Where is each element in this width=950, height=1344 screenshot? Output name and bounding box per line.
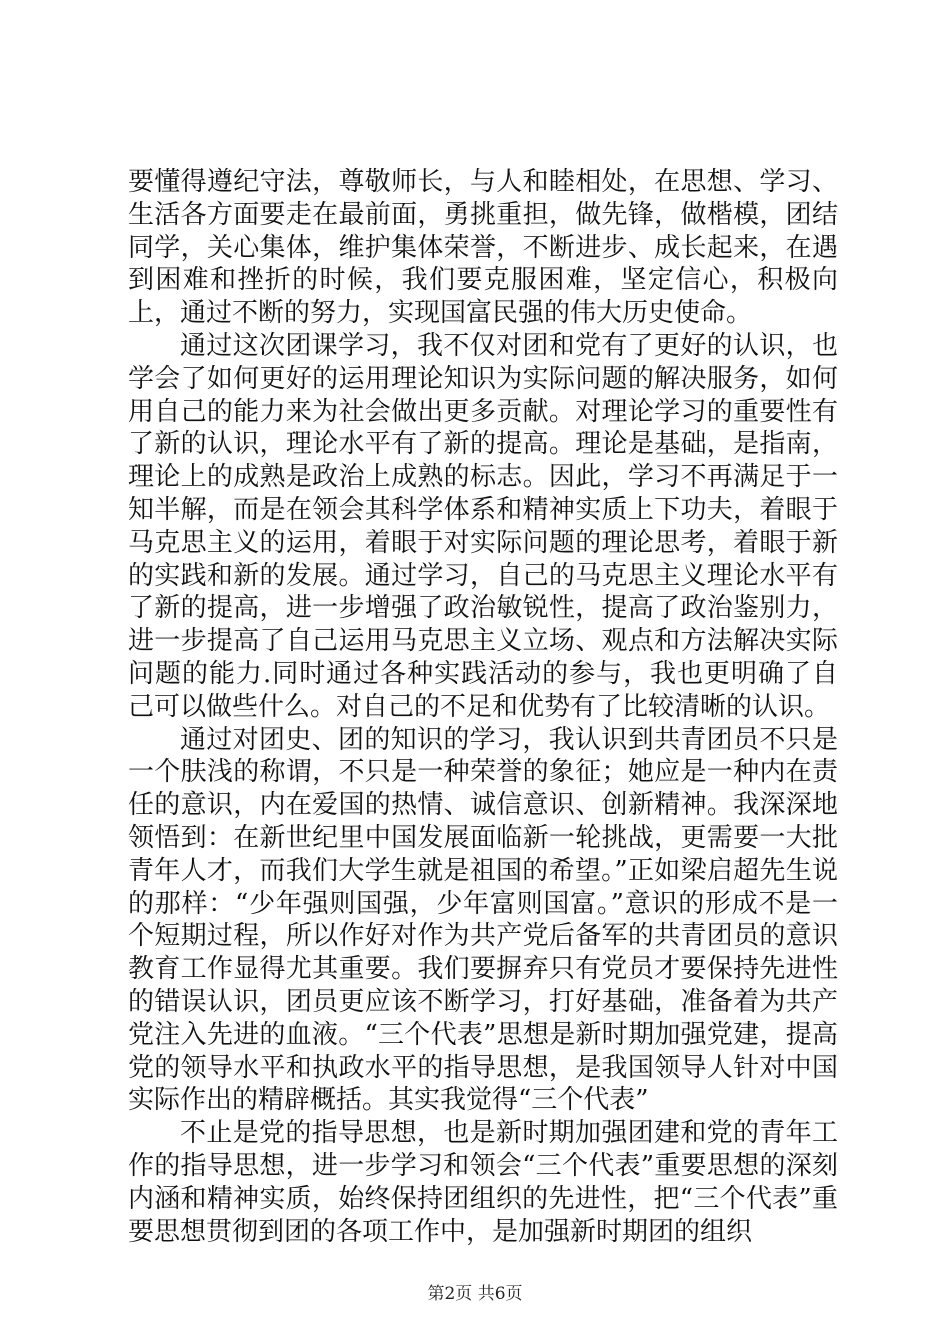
page-number-footer: 第2页 共6页 [427,1284,523,1304]
paragraph-4: 不止是党的指导思想，也是新时期加强团建和党的青年工作的指导思想，进一步学习和领会“三个代表”重要思想的深刻内涵和精神实质，始终保持团组织的先进性，把“三个代表”重要思想贯彻到团的各项工作中，是加强新时期团的组织 [128,1118,838,1247]
paragraph-1: 要懂得遵纪守法，尊敬师长，与人和睦相处，在思想、学习、生活各方面要走在最前面，勇挑重担，做先锋，做楷模，团结同学，关心集体，维护集体荣誉，不断进步、成长起来，在遇到困难和挫折的时候，我们要克服困难，坚定信心，积极向上，通过不断的努力，实现国富民强的伟大历史使命。 [128,167,838,329]
paragraph-3: 通过对团史、团的知识的学习，我认识到共青团员不只是一个肤浅的称谓，不只是一种荣誉的象征；她应是一种内在责任的意识，内在爱国的热情、诚信意识、创新精神。我深深地领悟到：在新世纪里中国发展面临新一轮挑战，更需要一大批青年人才，而我们大学生就是祖国的希望。”正如梁启超先生说的那样：“少年强则国强，少年富则国富。”意识的形成不是一个短期过程，所以作好对作为共产党后备军的共青团员的意识教育工作显得尤其重要。我们要摒弃只有党员才要保持先进性的错误认识，团员更应该不断学习，打好基础，准备着为共产党注入先进的血液。“三个代表”思想是新时期加强党建，提高党的领导水平和执政水平的指导思想，是我国领导人针对中国实际作出的精辟概括。其实我觉得“三个代表” [128,724,838,1116]
document-body [128,166,838,1248]
paragraph-2: 通过这次团课学习，我不仅对团和党有了更好的认识，也学会了如何更好的运用理论知识为实际问题的解决服务，如何用自己的能力来为社会做出更多贡献。对理论学习的重要性有了新的认识，理论水平有了新的提高。理论是基础，是指南，理论上的成熟是政治上成熟的标志。因此，学习不再满足于一知半解，而是在领会其科学体系和精神实质上下功夫，着眼于马克思主义的运用，着眼于对实际问题的理论思考，着眼于新的实践和新的发展。通过学习，自己的马克思主义理论水平有了新的提高，进一步增强了政治敏锐性，提高了政治鉴别力，进一步提高了自己运用马克思主义立场、观点和方法解决实际问题的能力.同时通过各种实践活动的参与，我也更明确了自己可以做些什么。对自己的不足和优势有了比较清晰的认识。 [128,330,838,722]
